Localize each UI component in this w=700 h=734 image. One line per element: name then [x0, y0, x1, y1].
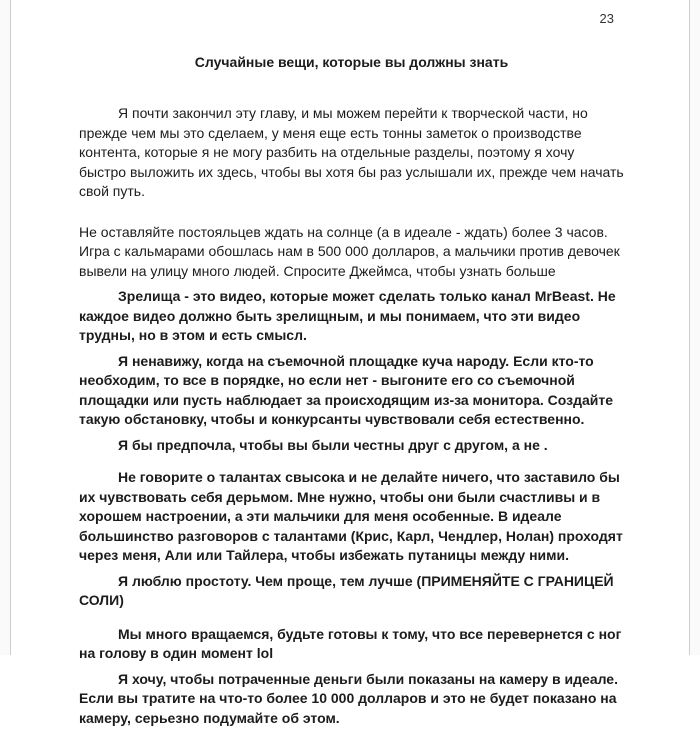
page-right-edge: [689, 0, 700, 655]
page-title: Случайные вещи, которые вы должны знать: [194, 54, 509, 70]
document-page: [79, 0, 624, 734]
paragraph-8: Мы много вращаемся, будьте готовы к тому, что все перевернется с ног на голову в один момент lol: [79, 625, 622, 661]
page-left-edge: [0, 0, 11, 655]
paragraph-2: Не оставляйте постояльцев ждать на солнце (а в идеале - ждать) более 3 часов. Игра с кальмарами обошлась нам в 500 000 долларов, а мальчики против девочек вывели на улицу много людей. Спросите Джеймса, чтобы узнать больше: [79, 223, 620, 279]
paragraph-3: Зрелища - это видео, которые может сделать только канал MrBeast. Не каждое видео должно быть зрелищным, и мы понимаем, что эти видео трудны, но в этом и есть смысл.: [79, 288, 616, 343]
body-text: [79, 104, 624, 728]
paragraph-9: Я хочу, чтобы потраченные деньги были показаны на камеру в идеале. Если вы тратите на что-то более 10 000 долларов и это не будет показано на камеру, серьезно подумайте об этом.: [79, 670, 618, 726]
paragraph-6: Не говорите о талантах свысока и не делайте ничего, что заставило бы их чувствовать себя дерьмом. Мне нужно, чтобы они были счастливы и в хорошем настроении, а эти мальчики для меня особенные. В идеале большинство разговоров с талантами (Крис, Карл, Чендлер, Нолан) проходят через меня, Али или Тайлера, чтобы избежать путаницы между ними.: [79, 469, 623, 563]
paragraph-7: Я люблю простоту. Чем проще, тем лучше (ПРИМЕНЯЙТЕ С ГРАНИЦЕЙ СОЛИ): [79, 572, 614, 608]
page-number: 23: [599, 11, 614, 26]
paragraph-4: Я ненавижу, когда на съемочной площадке куча народу. Если кто-то необходим, то все в порядке, но если нет - выгоните его со съемочной площадки или пусть наблюдает за происходящим из-за монитора. Создайте такую обстановку, чтобы и конкурсанты чувствовали себя естественно.: [79, 352, 614, 427]
paragraph-5: Я бы предпочла, чтобы вы были честны друг с другом, а не .: [118, 436, 548, 453]
paragraph-1: Я почти закончил эту главу, и мы можем перейти к творческой части, но прежде чем мы это сделаем, у меня еще есть тонны заметок о производстве контента, которые я не могу разбить на отдельные разделы, поэтому я хочу быстро выложить их здесь, чтобы вы хотя бы раз услышали их, прежде чем начать свой путь.: [79, 105, 624, 199]
